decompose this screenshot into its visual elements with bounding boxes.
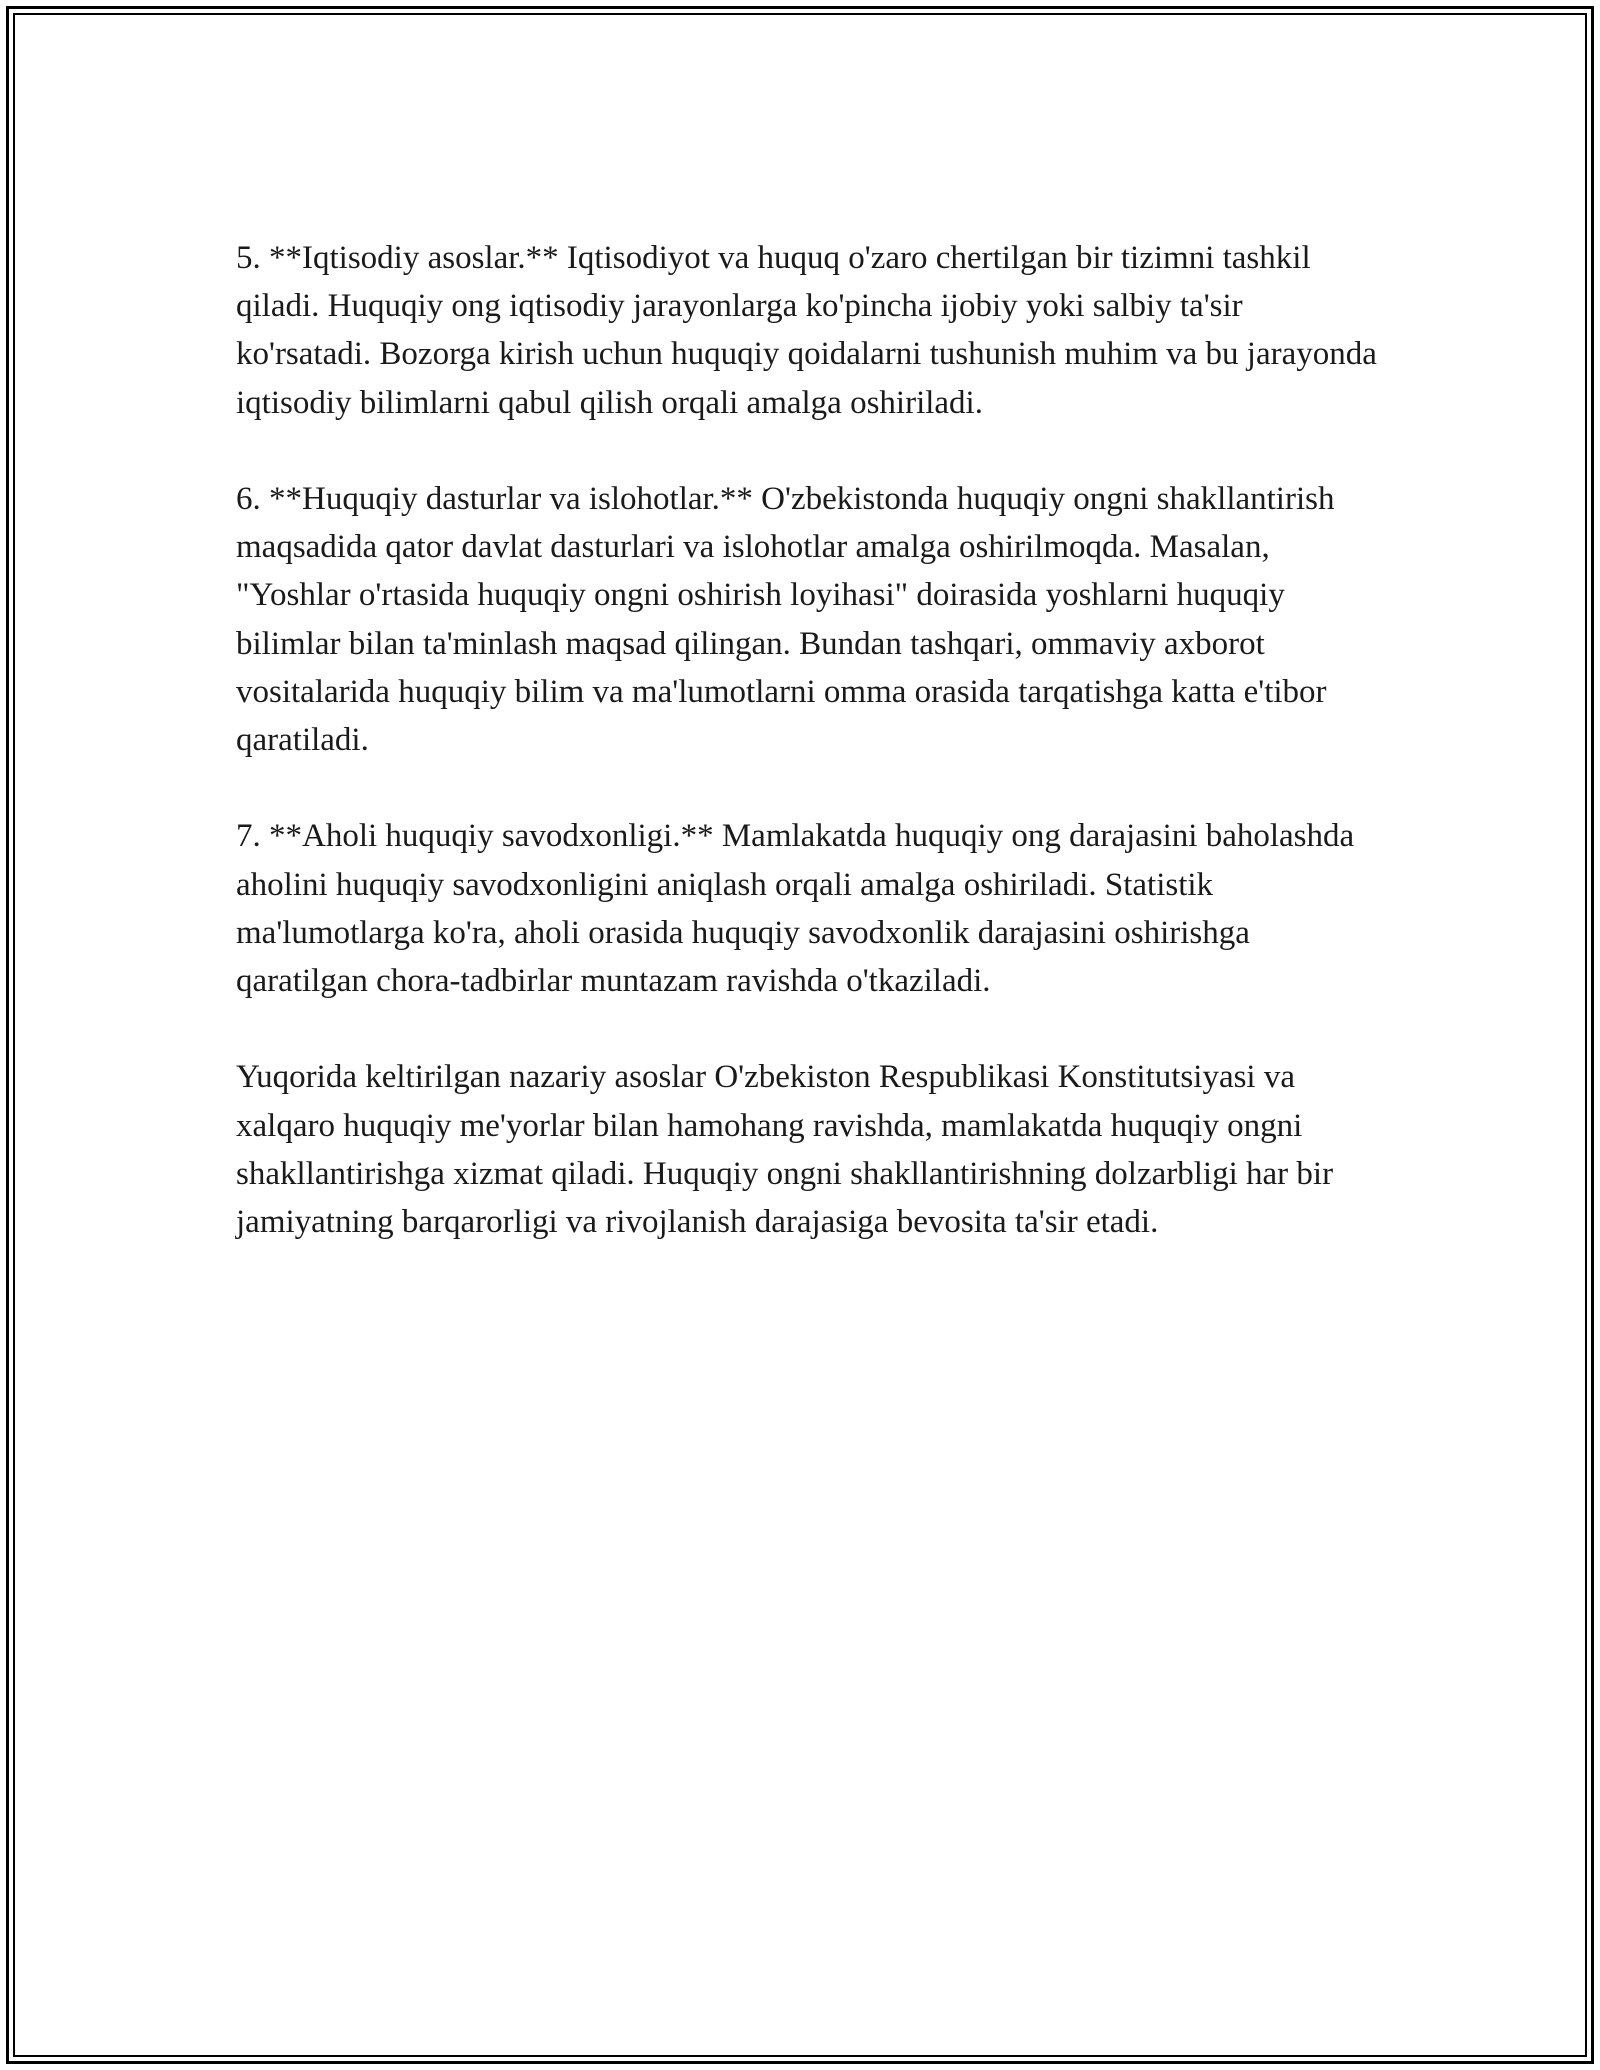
paragraph-legal-programs-reforms: 6. **Huquqiy dasturlar va islohotlar.** O'zbekistonda huquqiy ongni shakllantirish maqsadida qator davlat dasturlari va islohotlar amalga oshirilmoqda. Masalan, "Yoshlar o'rtasida huquqiy ongni oshirish loyihasi" doirasida yoshlarni huquqiy bilimlar bilan ta'minlash maqsad qilingan. Bundan tashqari, ommaviy axborot vositalarida huquqiy bilim va ma'lumotlarni omma orasida tarqatishga katta e'tibor qaratiladi. (236, 481, 1335, 759)
paragraph-economic-foundations: 5. **Iqtisodiy asoslar.** Iqtisodiyot va huquq o'zaro chertilgan bir tizimni tashkil qiladi. Huquqiy ong iqtisodiy jarayonlarga ko'pincha ijobiy yoki salbiy ta'sir ko'rsatadi. Bozorga kirish uchun huquqiy qoidalarni tushunish muhim va bu jarayonda iqtisodiy bilimlarni qabul qilish orqali amalga oshiriladi. (236, 240, 1377, 421)
paragraph-population-legal-literacy: 7. **Aholi huquqiy savodxonligi.** Mamlakatda huquqiy ong darajasini baholashda aholini huquqiy savodxonligini aniqlash orqali amalga oshiriladi. Statistik ma'lumotlarga ko'ra, aholi orasida huquqiy savodxonlik darajasini oshirishga qaratilgan chora-tadbirlar muntazam ravishda o'tkaziladi. (236, 818, 1355, 1000)
paragraph-conclusion: Yuqorida keltirilgan nazariy asoslar O'zbekiston Respublikasi Konstitutsiyasi va xalqaro huquqiy me'yorlar bilan hamohang ravishda, mamlakatda huquqiy ongni shakllantirishga xizmat qiladi. Huquqiy ongni shakllantirishning dolzarbligi har bir jamiyatning barqarorligi va rivojlanish darajasiga bevosita ta'sir etadi. (236, 1059, 1334, 1241)
document-body (236, 234, 1386, 1246)
